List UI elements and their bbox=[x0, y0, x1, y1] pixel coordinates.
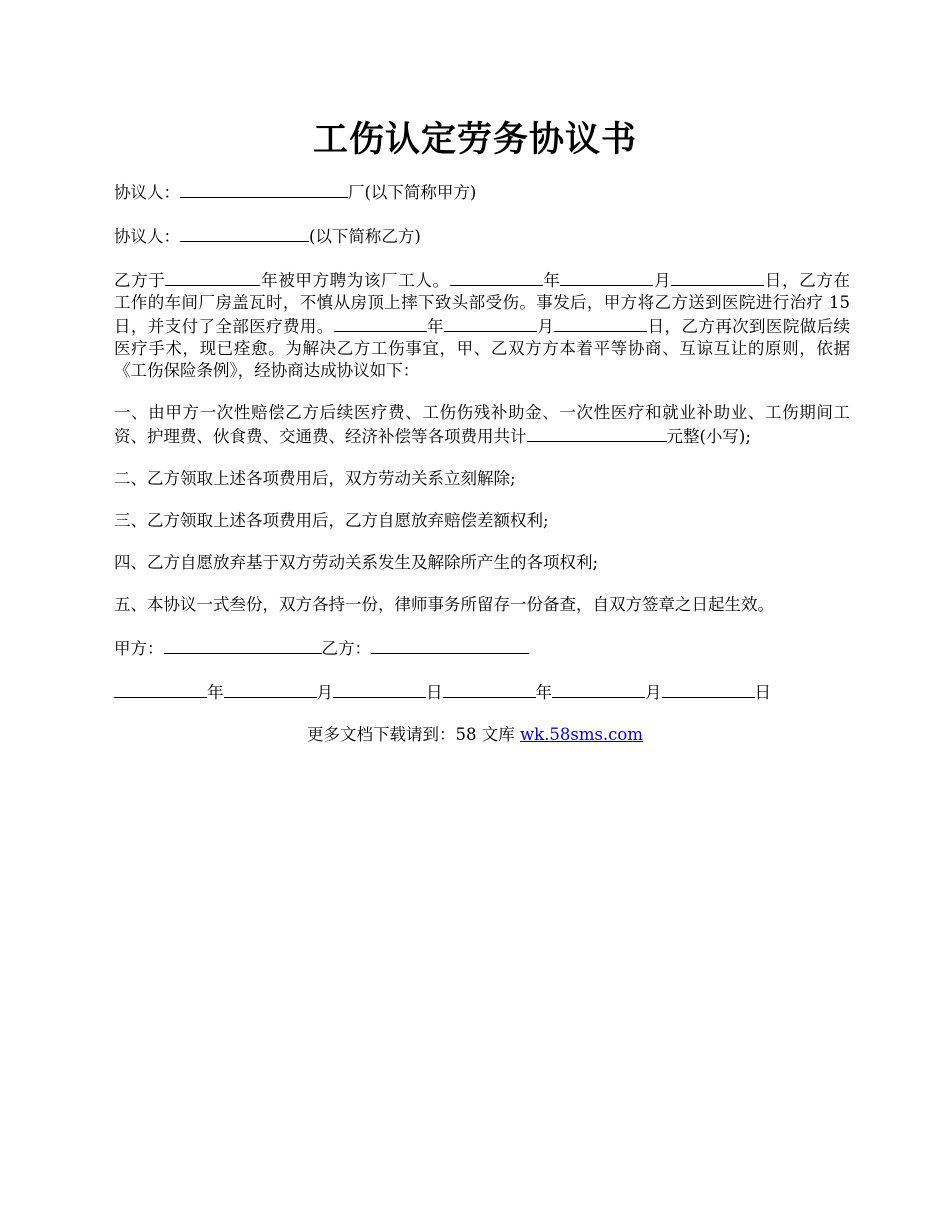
party-a-day-blank[interactable] bbox=[333, 680, 426, 698]
clause-1-suffix: 元整(小写); bbox=[666, 427, 751, 446]
party-b-signature-blank[interactable] bbox=[371, 636, 529, 654]
intro-text-6: 年 bbox=[426, 317, 444, 336]
party-b-year-blank[interactable] bbox=[443, 680, 536, 698]
injury-day-blank[interactable] bbox=[671, 268, 764, 286]
party-a-blank[interactable] bbox=[180, 180, 348, 198]
party-a-signature-label: 甲方： bbox=[114, 639, 164, 658]
surgery-day-blank[interactable] bbox=[554, 314, 647, 332]
party-b-suffix: (以下简称乙方) bbox=[309, 227, 421, 246]
party-b-blank[interactable] bbox=[180, 224, 309, 242]
clause-4: 四、乙方自愿放弃基于双方劳动关系发生及解除所产生的各项权利; bbox=[114, 553, 599, 572]
surgery-year-blank[interactable] bbox=[334, 314, 427, 332]
month-label-b: 月 bbox=[645, 683, 662, 702]
hire-year-blank[interactable] bbox=[165, 268, 260, 286]
document-title: 工伤认定劳务协议书 bbox=[312, 119, 637, 160]
party-a-line bbox=[114, 180, 850, 204]
party-a-signature-blank[interactable] bbox=[164, 636, 322, 654]
intro-text-3: 年 bbox=[542, 271, 561, 290]
intro-text-1: 乙方于 bbox=[114, 271, 166, 290]
party-a-label: 协议人： bbox=[114, 183, 180, 202]
intro-text-4: 月 bbox=[653, 271, 672, 290]
signature-date-line bbox=[114, 680, 850, 704]
party-a-suffix: 厂(以下简称甲方) bbox=[348, 183, 477, 202]
injury-month-blank[interactable] bbox=[560, 268, 653, 286]
footer bbox=[100, 724, 850, 746]
party-b-signature-label: 乙方： bbox=[321, 639, 371, 658]
surgery-month-blank[interactable] bbox=[444, 314, 537, 332]
intro-text-7: 月 bbox=[536, 317, 555, 336]
day-label-b: 日 bbox=[754, 683, 771, 702]
clause-2: 二、乙方领取上述各项费用后，双方劳动关系立刻解除; bbox=[114, 469, 516, 488]
year-label-b: 年 bbox=[535, 683, 552, 702]
clause-1-text: 一、由甲方一次性赔偿乙方后续医疗费、工伤伤残补助金、一次性医疗和就业补助业、工伤期间工资、护理费、伙食费、交通费、经济补偿等各项费用共计 bbox=[114, 403, 850, 446]
clause-1 bbox=[114, 402, 850, 448]
party-b-day-blank[interactable] bbox=[662, 680, 755, 698]
footer-link[interactable]: wk.58sms.com bbox=[519, 725, 643, 744]
intro-text-8: 日，乙方再次到医院做后续医疗手术，现已痊愈。为解决乙方工伤事宜，甲、乙双方方本着平等协商、互谅互让的原则，依据《工伤保险条例》，经协商达成协议如下： bbox=[114, 317, 851, 380]
clause-3: 三、乙方领取上述各项费用后，乙方自愿放弃赔偿差额权利; bbox=[114, 511, 549, 530]
party-a-year-blank[interactable] bbox=[114, 680, 207, 698]
party-b-month-blank[interactable] bbox=[552, 680, 645, 698]
clause-5: 五、本协议一式叁份，双方各持一份，律师事务所留存一份备查，自双方签章之日起生效。 bbox=[114, 595, 774, 614]
intro-text-2: 年被甲方聘为该厂工人。 bbox=[260, 271, 450, 290]
party-a-month-blank[interactable] bbox=[224, 680, 317, 698]
intro-text-5: 日，乙方在工作的车间厂房盖瓦时，不慎从房顶上摔下致头部受伤。事发后，甲方将乙方送到医院进行治疗 15 日，并支付了全部医疗费用。 bbox=[114, 271, 851, 336]
amount-blank[interactable] bbox=[527, 424, 667, 442]
party-b-line bbox=[114, 224, 850, 248]
intro-paragraph bbox=[114, 268, 850, 382]
signature-line bbox=[114, 636, 850, 660]
day-label-a: 日 bbox=[426, 683, 443, 702]
party-b-label: 协议人： bbox=[114, 227, 180, 246]
year-label-a: 年 bbox=[207, 683, 224, 702]
month-label-a: 月 bbox=[316, 683, 333, 702]
injury-year-blank[interactable] bbox=[450, 268, 543, 286]
footer-text: 更多文档下载请到：58 文库 bbox=[306, 725, 520, 744]
